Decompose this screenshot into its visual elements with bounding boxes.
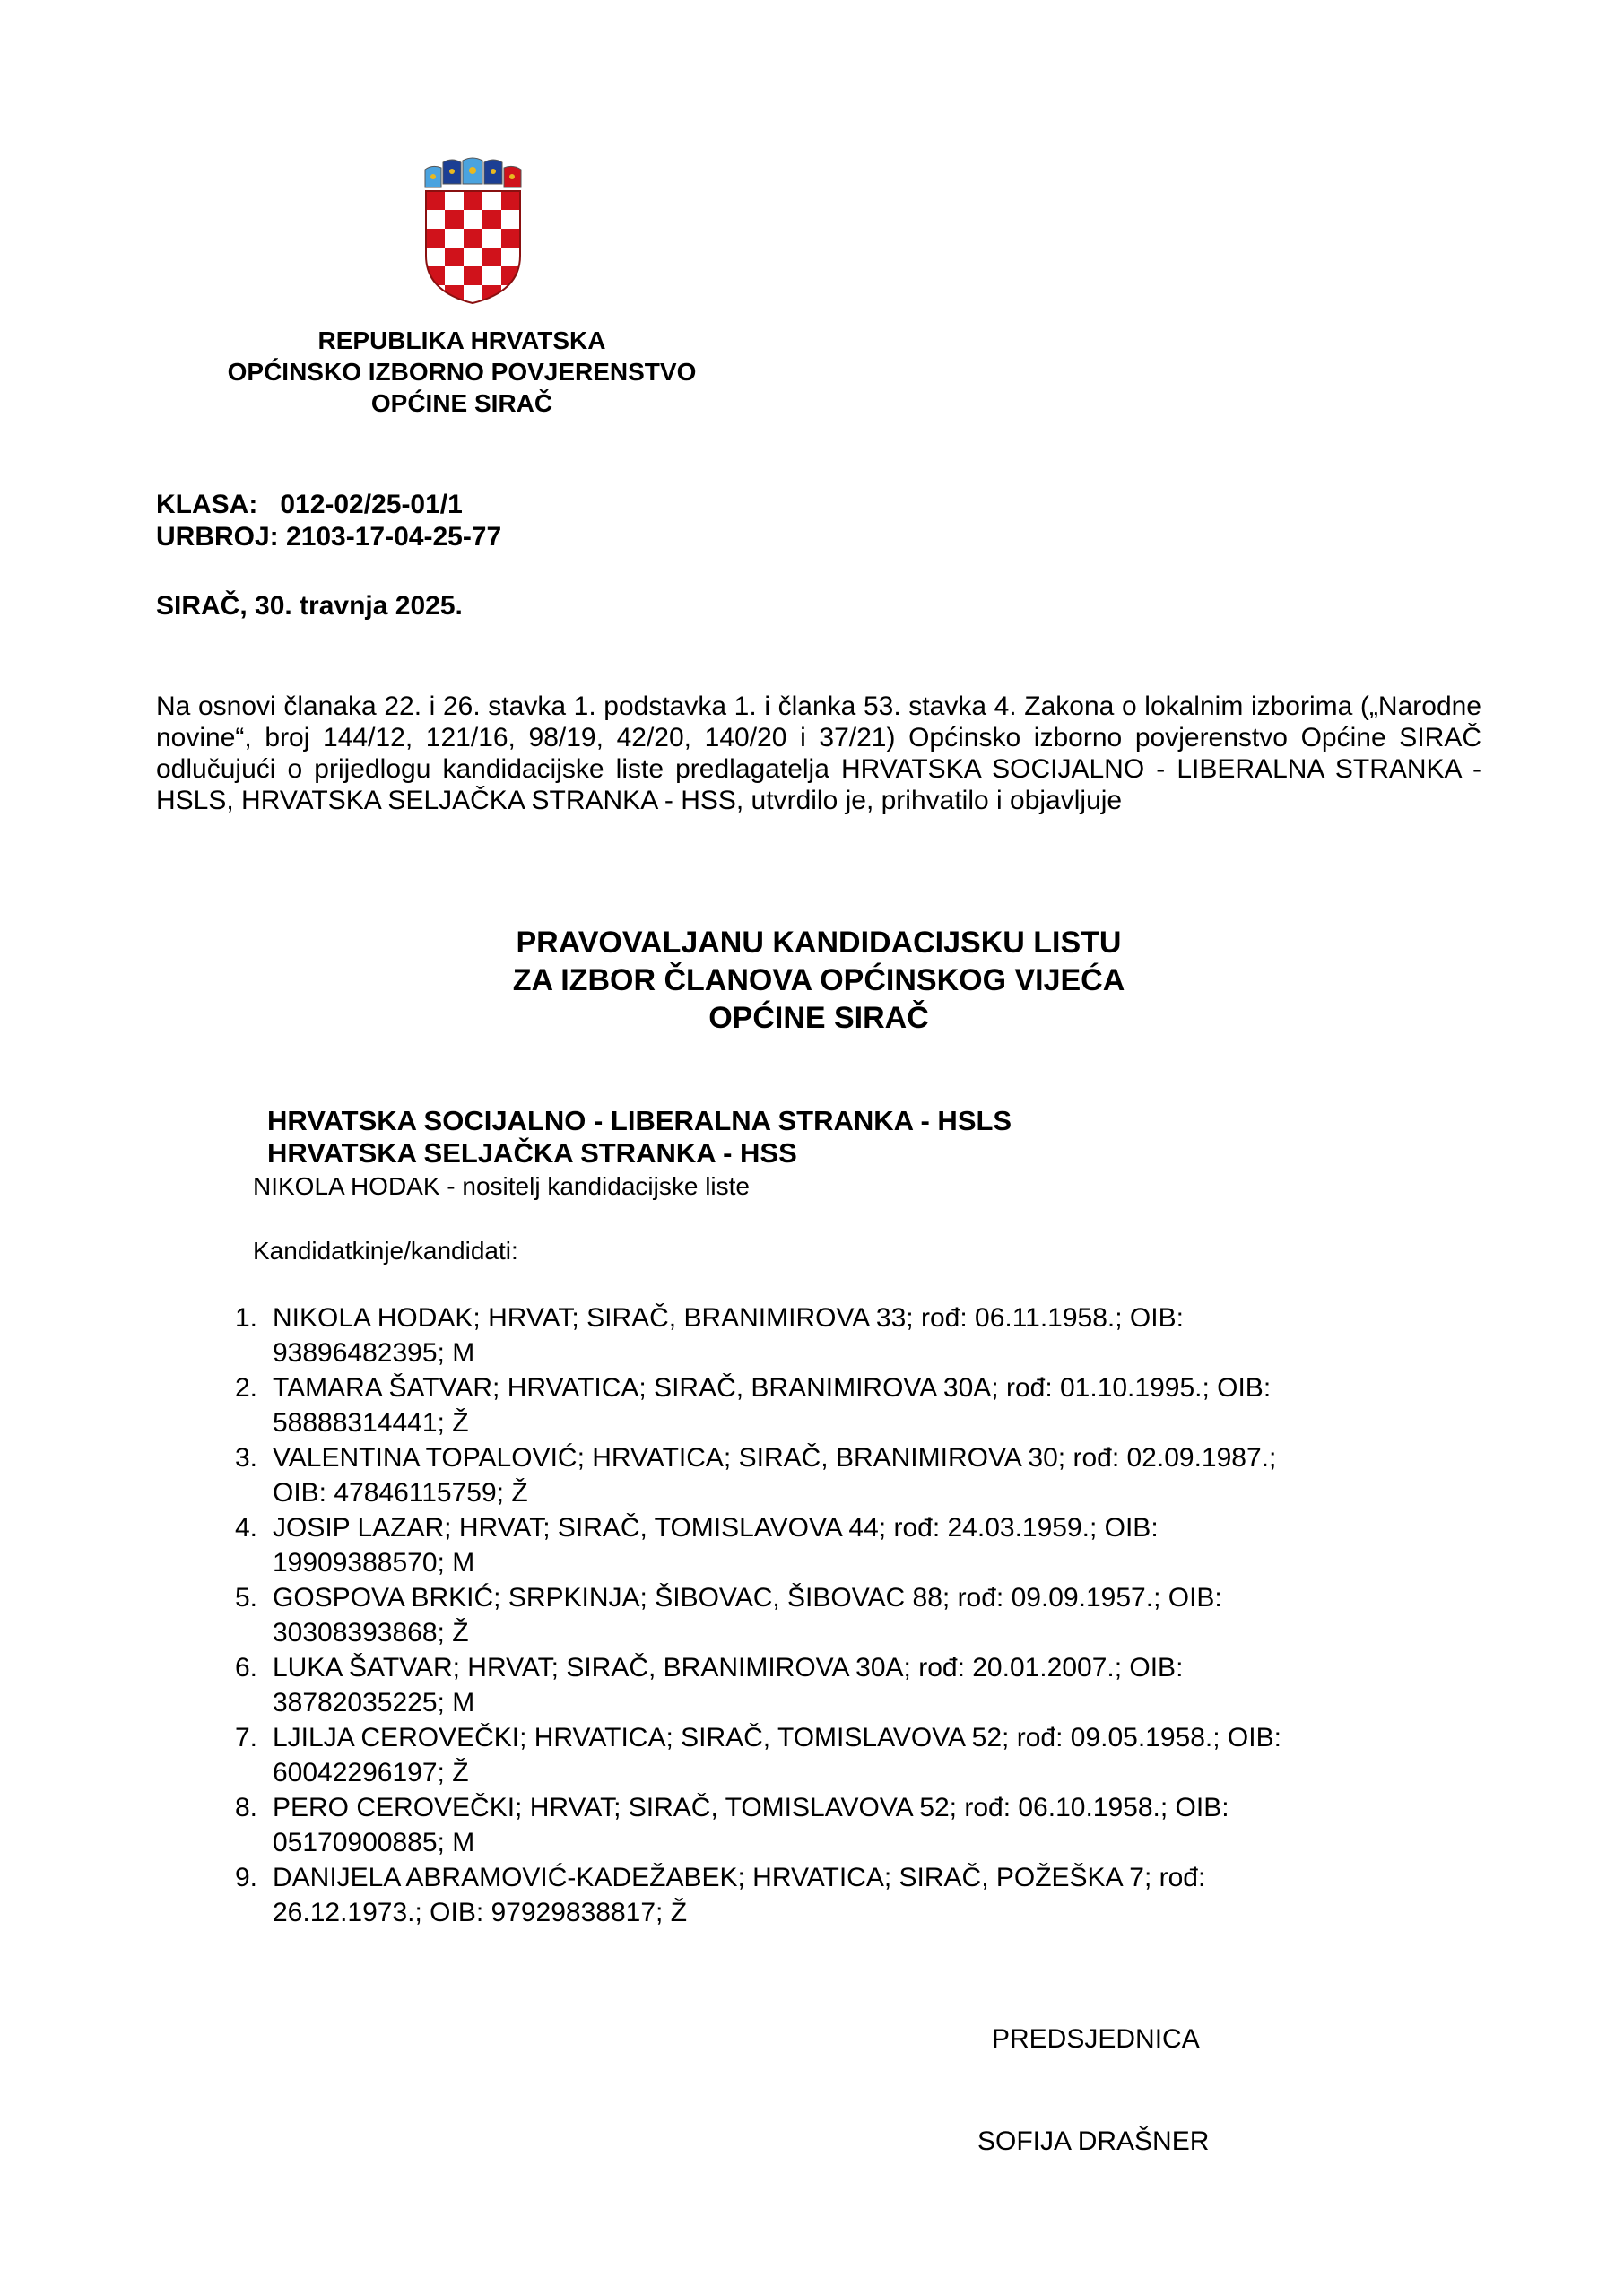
list-item	[235, 1300, 1490, 1370]
candidate-line-2: 38782035225; M	[273, 1688, 475, 1718]
item-number: 8.	[235, 1793, 258, 1822]
intro-paragraph: Na osnovi članaka 22. i 26. stavka 1. podstavka 1. i članka 53. stavka 4. Zakona o lokalnim izborima („Narodne novine“, broj 144/12, 121/16, 98/19, 42/20, 140/20 i 37/21) Općinsko izborno povjerenstvo Općine SIRAČ odlučujući o prijedlogu kandidacijske liste predlagatelja HRVATSKA SOCIJALNO - LIBERALNA STRANKA - HSLS, HRVATSKA SELJAČKA STRANKA - HSS, utvrdilo je, prihvatilo i objavljuje	[156, 691, 1481, 815]
item-number: 4.	[235, 1513, 258, 1543]
signatory-role: PREDSJEDNICA	[992, 2024, 1200, 2054]
candidate-line-2: 93896482395; M	[273, 1338, 475, 1368]
candidate-line-1: NIKOLA HODAK; HRVAT; SIRAČ, BRANIMIROVA 33; rođ: 06.11.1958.; OIB:	[273, 1303, 1184, 1333]
klasa: KLASA: 012-02/25-01/1	[156, 490, 463, 519]
title-line-1: PRAVOVALJANU KANDIDACIJSKU LISTU	[516, 926, 1122, 960]
item-number: 3.	[235, 1443, 258, 1473]
candidate-line-1: VALENTINA TOPALOVIĆ; HRVATICA; SIRAČ, BRANIMIROVA 30; rođ: 02.09.1987.;	[273, 1443, 1277, 1473]
candidate-line-1: TAMARA ŠATVAR; HRVATICA; SIRAČ, BRANIMIROVA 30A; rođ: 01.10.1995.; OIB:	[273, 1373, 1272, 1403]
coat-of-arms-icon	[421, 157, 525, 305]
list-item	[235, 1720, 1490, 1790]
party-hsls: HRVATSKA SOCIJALNO - LIBERALNA STRANKA - HSLS	[267, 1105, 1012, 1136]
candidate-line-1: DANIJELA ABRAMOVIĆ-KADEŽABEK; HRVATICA; SIRAČ, POŽEŠKA 7; rođ:	[273, 1863, 1206, 1892]
list-holder: NIKOLA HODAK - nositelj kandidacijske liste	[253, 1172, 750, 1200]
item-number: 2.	[235, 1373, 258, 1403]
candidates-label: Kandidatkinje/kandidati:	[253, 1237, 518, 1265]
title-line-3: OPĆINE SIRAČ	[708, 1001, 929, 1035]
institution-committee: OPĆINSKO IZBORNO POVJERENSTVO	[227, 358, 697, 386]
party-hss: HRVATSKA SELJAČKA STRANKA - HSS	[267, 1137, 797, 1169]
list-item	[235, 1440, 1490, 1510]
candidate-list	[235, 1300, 1490, 1930]
candidate-line-1: GOSPOVA BRKIĆ; SRPKINJA; ŠIBOVAC, ŠIBOVAC 88; rođ: 09.09.1957.; OIB:	[273, 1583, 1222, 1613]
list-item	[235, 1370, 1490, 1440]
item-number: 9.	[235, 1863, 258, 1892]
candidate-line-2: 58888314441; Ž	[273, 1408, 469, 1438]
item-number: 1.	[235, 1303, 258, 1333]
list-item	[235, 1580, 1490, 1650]
candidate-line-2: 26.12.1973.; OIB: 97929838817; Ž	[273, 1898, 688, 1927]
candidate-line-1: LJILJA CEROVEČKI; HRVATICA; SIRAČ, TOMISLAVOVA 52; rođ: 09.05.1958.; OIB:	[273, 1723, 1281, 1752]
candidate-line-2: 19909388570; M	[273, 1548, 475, 1578]
candidate-line-1: JOSIP LAZAR; HRVAT; SIRAČ, TOMISLAVOVA 44; rođ: 24.03.1959.; OIB:	[273, 1513, 1159, 1543]
list-item	[235, 1790, 1490, 1860]
candidate-line-2: 30308393868; Ž	[273, 1618, 469, 1648]
candidate-line-2: OIB: 47846115759; Ž	[273, 1478, 528, 1508]
candidate-line-1: PERO CEROVEČKI; HRVAT; SIRAČ, TOMISLAVOVA 52; rođ: 06.10.1958.; OIB:	[273, 1793, 1229, 1822]
candidate-line-2: 05170900885; M	[273, 1828, 475, 1857]
item-number: 6.	[235, 1653, 258, 1683]
list-item	[235, 1510, 1490, 1580]
urbroj: URBROJ: 2103-17-04-25-77	[156, 522, 502, 552]
candidate-line-1: LUKA ŠATVAR; HRVAT; SIRAČ, BRANIMIROVA 30A; rođ: 20.01.2007.; OIB:	[273, 1653, 1184, 1683]
document-title	[156, 924, 1481, 1037]
signatory-name: SOFIJA DRAŠNER	[977, 2126, 1210, 2156]
list-item	[235, 1650, 1490, 1720]
list-item	[235, 1860, 1490, 1930]
title-line-2: ZA IZBOR ČLANOVA OPĆINSKOG VIJEĆA	[512, 963, 1125, 997]
institution-name: REPUBLIKA HRVATSKA	[317, 326, 606, 354]
item-number: 5.	[235, 1583, 258, 1613]
institution-municipality: OPĆINE SIRAČ	[370, 389, 553, 417]
document-date: SIRAČ, 30. travnja 2025.	[156, 591, 463, 621]
item-number: 7.	[235, 1723, 258, 1752]
candidate-line-2: 60042296197; Ž	[273, 1758, 469, 1787]
